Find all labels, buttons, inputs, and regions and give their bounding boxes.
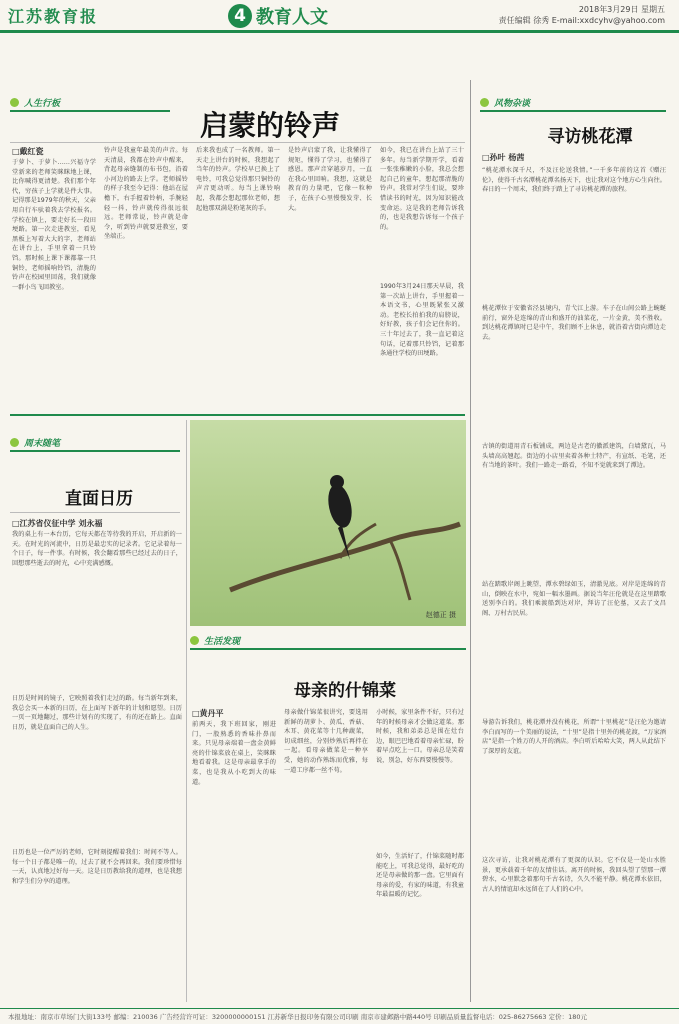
newspaper-brand: 江苏教育报 — [8, 7, 99, 26]
page-meta — [499, 4, 665, 26]
bird-photo — [190, 420, 466, 626]
byline-qimeng: □戴红瓷 — [12, 147, 44, 156]
byline-muqin: □黄丹平 — [192, 709, 224, 718]
article-title-qimeng: 启蒙的铃声 — [199, 109, 340, 142]
article-text: 铃声是我童年最美的声音。每天清晨，我都在铃声中醒来，背起母亲缝制的布书包，沿着小河边的路去上学。老师摇铃的样子我至今记得：他站在屋檐下，右手握着铃柄，手腕轻轻一抖，铃声就传得很远很远。老师常说，铃声就是命令，听到铃声就要进教室，要坐端正。 — [104, 147, 188, 241]
column-tag-rili: 周末随笔 — [10, 436, 60, 449]
article-title-xuntao: 寻访桃花潭 — [547, 127, 633, 147]
date-line: 2018年3月29日 星期五 — [578, 5, 665, 14]
editor-line: 责任编辑 徐秀 E-mail:xxdcyhv@yahoo.com — [498, 16, 665, 25]
byline-rili: □江苏省仪征中学 刘永福 — [12, 519, 103, 528]
article-text: 于萝卜、于萝卜……兴福寺学堂新来的老师笑眯眯地上课，比你喊得更清楚。我们那个年代，穷孩子上学就是件大事。记得那是1979年的秋天，父亲用自行车驮着我去学校报名。学校在镇上，要走好长一段田埂路。第一次走进教室，看见黑板上写着大大的字，老师站在讲台上，手里拿着一只铃铛。那时候上课下课都靠一只铜铃，老师摇响铃铛，清脆的铃声在校园里回荡，我们就像一群小鸟飞回教室。 — [12, 159, 96, 291]
article-title-rili: 直面日历 — [65, 489, 133, 509]
article-text: 母亲做什锦菜很讲究，要选用新鲜的胡萝卜、黄瓜、香菇、木耳、黄花菜等十几种蔬菜，切成细丝，分别炒熟后再拌在一起。看母亲做菜是一种享受，她的动作熟练而优雅，每一道工序都一丝不苟。 — [284, 709, 368, 774]
column-rule — [480, 110, 666, 112]
article-text: 日历也是一位严厉的老师，它时刻提醒着我们：时间不等人。每一个日子都是唯一的，过去了就不会再回来。我们要珍惜每一天，认真地过好每一天。这是日历教给我的道理，也是我想和学生们分享的道理。 — [12, 849, 182, 885]
column-rule — [190, 648, 466, 650]
article-text: 桃花潭位于安徽省泾县境内，青弋江上游。车子在山间公路上蜿蜒前行，窗外是连绵的青山和盛开的油菜花，一片金黄，美不胜收。到达桃花潭镇时已是中午，我们顾不上休息，就沿着古街向潭边走去。 — [482, 305, 666, 341]
column-rule — [10, 450, 180, 452]
photo-credit: 赵德正 摄 — [425, 611, 456, 619]
article-text: 古镇的街道用青石板铺成，两边是古老的徽派建筑，白墙黛瓦，马头墙高高翘起。街边的小店里卖着各种土特产，有宣纸、毛笔，还有当地的茶叶。我们一路走一路看，不知不觉就来到了潭边。 — [482, 443, 666, 470]
column-rule — [10, 110, 170, 112]
section-number: 4 — [228, 4, 252, 28]
article-text: 我的桌上有一本台历，它每天都在等待我的开启，开启新的一天。在时光的河流中，日历是最忠实的记录者。它记录着每一个日子，每一件事。有时候，我会翻看那些已经过去的日子，回想那些逝去的时光，心中充满感慨。 — [12, 531, 182, 567]
article-text: 是铃声启蒙了我，让我懂得了规矩，懂得了学习，也懂得了感恩。那声音穿越岁月，一直在我心里回响。我想，这就是教育的力量吧，它像一粒种子，在孩子心里慢慢发芽、长大。 — [288, 147, 372, 212]
byline-xuntao: □孙叶 杨茜 — [482, 153, 525, 162]
article-title-muqin: 母亲的什锦菜 — [294, 681, 396, 701]
article-text: 前两天，我下班回家，刚进门，一股熟悉的香味扑鼻而来。只见母亲端着一盘金黄鲜亮的什锦菜放在桌上，笑眯眯地看着我。这是母亲最拿手的菜，也是我从小吃到大的味道。 — [192, 721, 276, 786]
article-text: 日历是时间的镜子，它映照着我们走过的路。每当新年到来，我总会买一本新的日历，在上面写下新年的计划和愿望。日历一页一页地翻过，那些计划有的实现了，有的还在路上。直面日历，就是直面自己的人生。 — [12, 695, 182, 731]
article-text: 小时候，家里条件不好，只有过年的时候母亲才会做这道菜。那时候，我和弟弟总是围在灶台边，眼巴巴地看着母亲忙碌，盼着早点吃上一口。母亲总是笑着说，别急，好东西要慢慢等。 — [376, 709, 464, 764]
article-text: 后来我也成了一名教师。第一天走上讲台的时候，我想起了当年的铃声。学校早已换上了电铃，可我总觉得那只铜铃的声音更动听。每当上课铃响起，我都会想起那位老师，想起他那双满是粉笔灰的手。 — [196, 147, 280, 212]
article-text: 如今，我已在讲台上站了三十多年。每当新学期开学，看着一张张稚嫩的小脸，我总会想起自己的童年，想起那清脆的铃声。我常对学生们说，要珍惜读书的时光，因为知识能改变命运。这是我的老师告诉我的，也是我想告诉每一个孩子的。 — [380, 147, 464, 231]
article-text: 1990年3月24日那天早晨，我第一次站上讲台，手里握着一本语文书，心里既紧张又激动。老校长拍拍我的肩膀说，好好教，孩子们会记住你的。三十年过去了，我一直记着这句话，记着那只铃铛，记着那条通往学校的田埂路。 — [380, 283, 464, 358]
bird-on-branch-illustration — [190, 420, 466, 626]
column-tag-qimeng: 人生行板 — [10, 96, 60, 109]
article-text: 如今，生活好了，什锦菜随时都能吃上，可我总觉得，最好吃的还是母亲做的那一盘。它里面有母亲的爱，有家的味道，有我童年最温暖的记忆。 — [376, 853, 464, 899]
column-tag-xuntao: 风物杂谈 — [480, 96, 530, 109]
article-text: 站在踏歌岸阁上眺望，潭水碧绿如玉，清澈见底。对岸是连绵的青山，倒映在水中，宛如一幅水墨画。据说当年汪伦就是在这里踏歌送别李白的。我们乘渡船到达对岸，拜访了汪伦墓，又去了文昌阁、万村古民居。 — [482, 581, 666, 617]
article-text: 导游告诉我们，桃花潭并没有桃花，所谓“十里桃花”是汪伦为邀请李白而写的一个美丽的说法，“十里”是指十里外的桃花渡，“万家酒店”是指一个姓万的人开的酒店。李白听后哈哈大笑，两人从此结下了深厚的友谊。 — [482, 719, 666, 755]
header-rule — [0, 30, 679, 33]
article-text: 这次寻访，让我对桃花潭有了更深的认识。它不仅是一处山水胜景，更承载着千年的友情佳话。离开的时候，我回头望了望那一潭碧水，心里默念着那句千古名诗，久久不能平静。桃花潭水依旧，古人的情谊却永远留在了人们的心中。 — [482, 857, 666, 893]
article-text: “桃花潭水深千尺，不及汪伦送我情。”一千多年前的这首《赠汪伦》，使得千古名潭桃花潭名扬天下，也让我对这个地方心生向往。春日的一个周末，我们终于踏上了寻访桃花潭的旅程。 — [482, 167, 666, 194]
page-footer: 本报地址：南京市草场门大街133号 邮编：210036 广告经营许可证：3200000000151 江苏新华日报印务有限公司印刷 南京市建邺路中路440号 印刷品质量监督电话：025-86275663 定价：180元 — [0, 1008, 679, 1024]
column-tag-muqin: 生活发现 — [190, 634, 240, 647]
section-name: 教育人文 — [256, 7, 328, 28]
